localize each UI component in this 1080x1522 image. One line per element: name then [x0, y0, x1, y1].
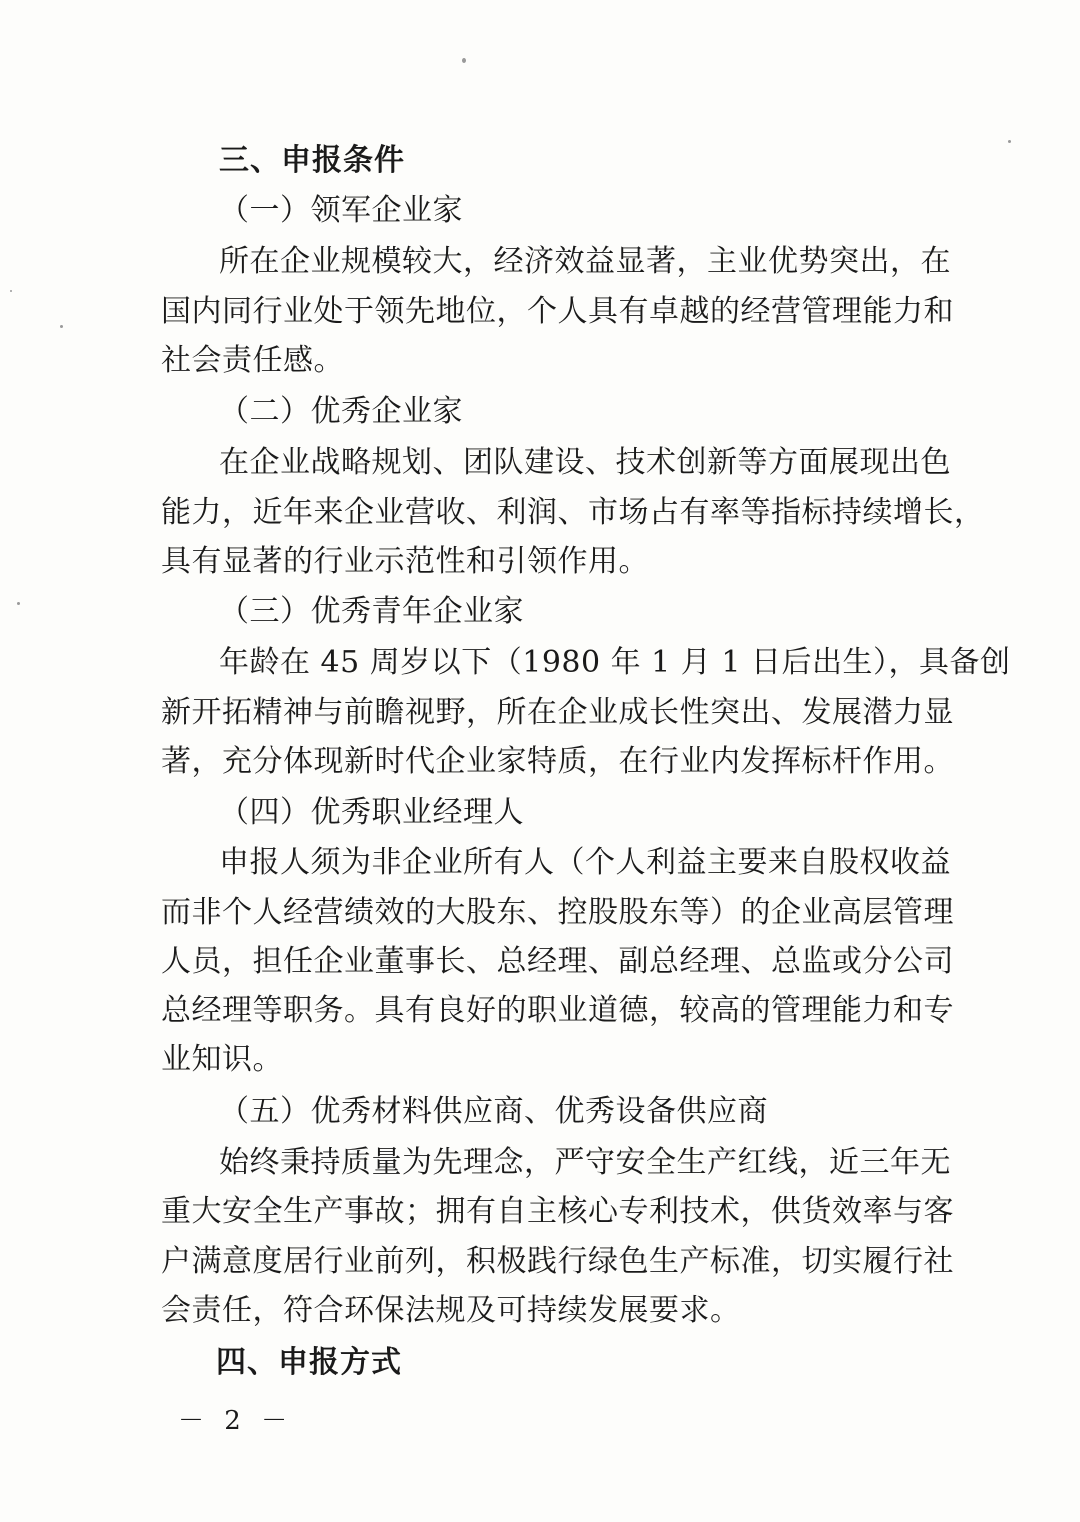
- paragraph-line: 户满意度居行业前列，积极践行绿色生产标准，切实履行社: [161, 1244, 954, 1279]
- paragraph-line: 能力，近年来企业营收、利润、市场占有率等指标持续增长，: [161, 495, 985, 530]
- paragraph-line: 具有显著的行业示范性和引领作用。: [161, 544, 649, 579]
- page-number: － 2 －: [178, 1406, 294, 1436]
- scan-speck: [1008, 140, 1011, 143]
- paragraph-line: 始终秉持质量为先理念，严守安全生产红线，近三年无: [219, 1145, 951, 1180]
- paragraph-line: 重大安全生产事故；拥有自主核心专利技术，供货效率与客: [161, 1194, 954, 1229]
- subsection-heading: （一）领军企业家: [219, 193, 463, 228]
- paragraph-line: 在企业战略规划、团队建设、技术创新等方面展现出色: [219, 445, 951, 480]
- paragraph-line: 会责任，符合环保法规及可持续发展要求。: [161, 1293, 741, 1328]
- scan-speck: [10, 290, 12, 292]
- paragraph-line: 所在企业规模较大，经济效益显著，主业优势突出，在: [219, 244, 951, 279]
- scan-speck: [60, 325, 63, 328]
- scan-speck: [462, 58, 466, 63]
- paragraph-line: 总经理等职务。具有良好的职业道德，较高的管理能力和专: [161, 993, 954, 1028]
- section-heading: 三、申报条件: [219, 143, 405, 178]
- paragraph-line: 人员，担任企业董事长、总经理、副总经理、总监或分公司: [161, 944, 954, 979]
- paragraph-line: 著，充分体现新时代企业家特质，在行业内发挥标杆作用。: [161, 744, 954, 779]
- paragraph-line: 社会责任感。: [161, 343, 344, 378]
- subsection-heading: （五）优秀材料供应商、优秀设备供应商: [219, 1094, 768, 1129]
- subsection-heading: （四）优秀职业经理人: [219, 795, 524, 830]
- section-heading: 四、申报方式: [216, 1345, 402, 1380]
- paragraph-line: 新开拓精神与前瞻视野，所在企业成长性突出、发展潜力显: [161, 695, 954, 730]
- scan-speck: [17, 602, 20, 605]
- paragraph-line: 业知识。: [161, 1042, 283, 1077]
- paragraph-line: 国内同行业处于领先地位，个人具有卓越的经营管理能力和: [161, 294, 954, 329]
- paragraph-line: 而非个人经营绩效的大股东、控股股东等）的企业高层管理: [161, 895, 954, 930]
- paragraph-line: 申报人须为非企业所有人（个人利益主要来自股权收益: [219, 845, 951, 880]
- subsection-heading: （三）优秀青年企业家: [219, 594, 524, 629]
- subsection-heading: （二）优秀企业家: [219, 394, 463, 429]
- paragraph-line: 年龄在 45 周岁以下（1980 年 1 月 1 日后出生），具备创: [219, 645, 1011, 680]
